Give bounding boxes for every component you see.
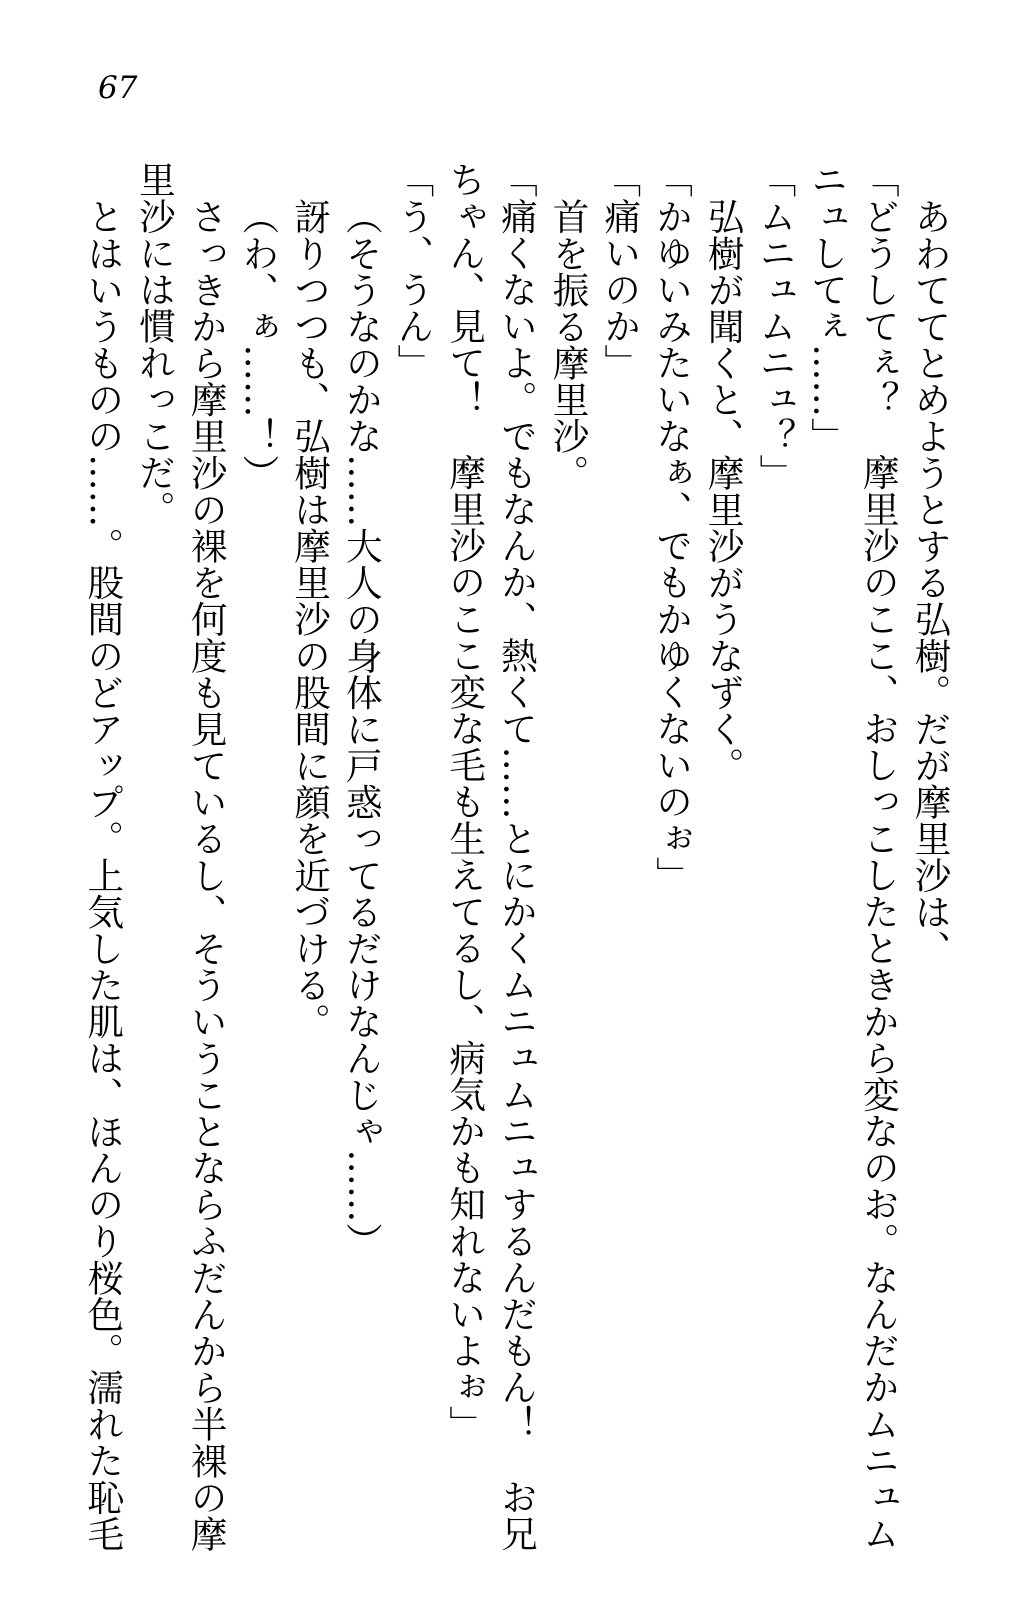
paragraph-dialogue: 「ムニュムニュ？」: [753, 161, 797, 491]
paragraph-narration: とはいうものの……。股間のどアップ。上気した肌は、ほんのり桜色。濡れた恥毛: [81, 197, 125, 1552]
paragraph-dialogue: 「痛くないよ。でもなんか、熱くて……とにかくムニュムニュするんだもん！ お兄ちゃん、見て！ 摩里沙のここ変な毛も生えてるし、病気かも知れないよぉ」: [443, 161, 539, 1552]
paragraph-dialogue: 「痛いのか」: [598, 161, 642, 381]
text-block: [77, 161, 956, 1559]
paragraph-dialogue: 「どうしてぇ？ 摩里沙のここ、おしっこしたときから変なのお。なんだかムニュムニュしてぇ……」: [805, 161, 901, 1552]
paragraph-narration: あわててとめようとする弘樹。だが摩里沙は、: [909, 197, 952, 966]
paragraph-thought: （わ、ぁ……！）: [236, 197, 280, 491]
paragraph-thought: （そうなのかな……大人の身体に戸惑ってるだけなんじゃ……）: [340, 197, 384, 1259]
paragraph-dialogue: 「かゆいみたいなぁ、でもかゆくないのぉ」: [650, 161, 694, 893]
page-number: 67: [98, 70, 138, 106]
paragraph-narration: さっきから摩里沙の裸を何度も見ているし、そういうことならふだんから半裸の摩里沙には慣れっこだ。: [133, 161, 229, 1552]
paragraph-narration: 首を振る摩里沙。: [547, 197, 591, 491]
paragraph-narration: 訝りつつも、弘樹は摩里沙の股間に顔を近づける。: [288, 197, 332, 1040]
paragraph-narration: 弘樹が聞くと、摩里沙がうなずく。: [702, 197, 746, 784]
paragraph-dialogue: 「う、うん」: [391, 161, 435, 381]
